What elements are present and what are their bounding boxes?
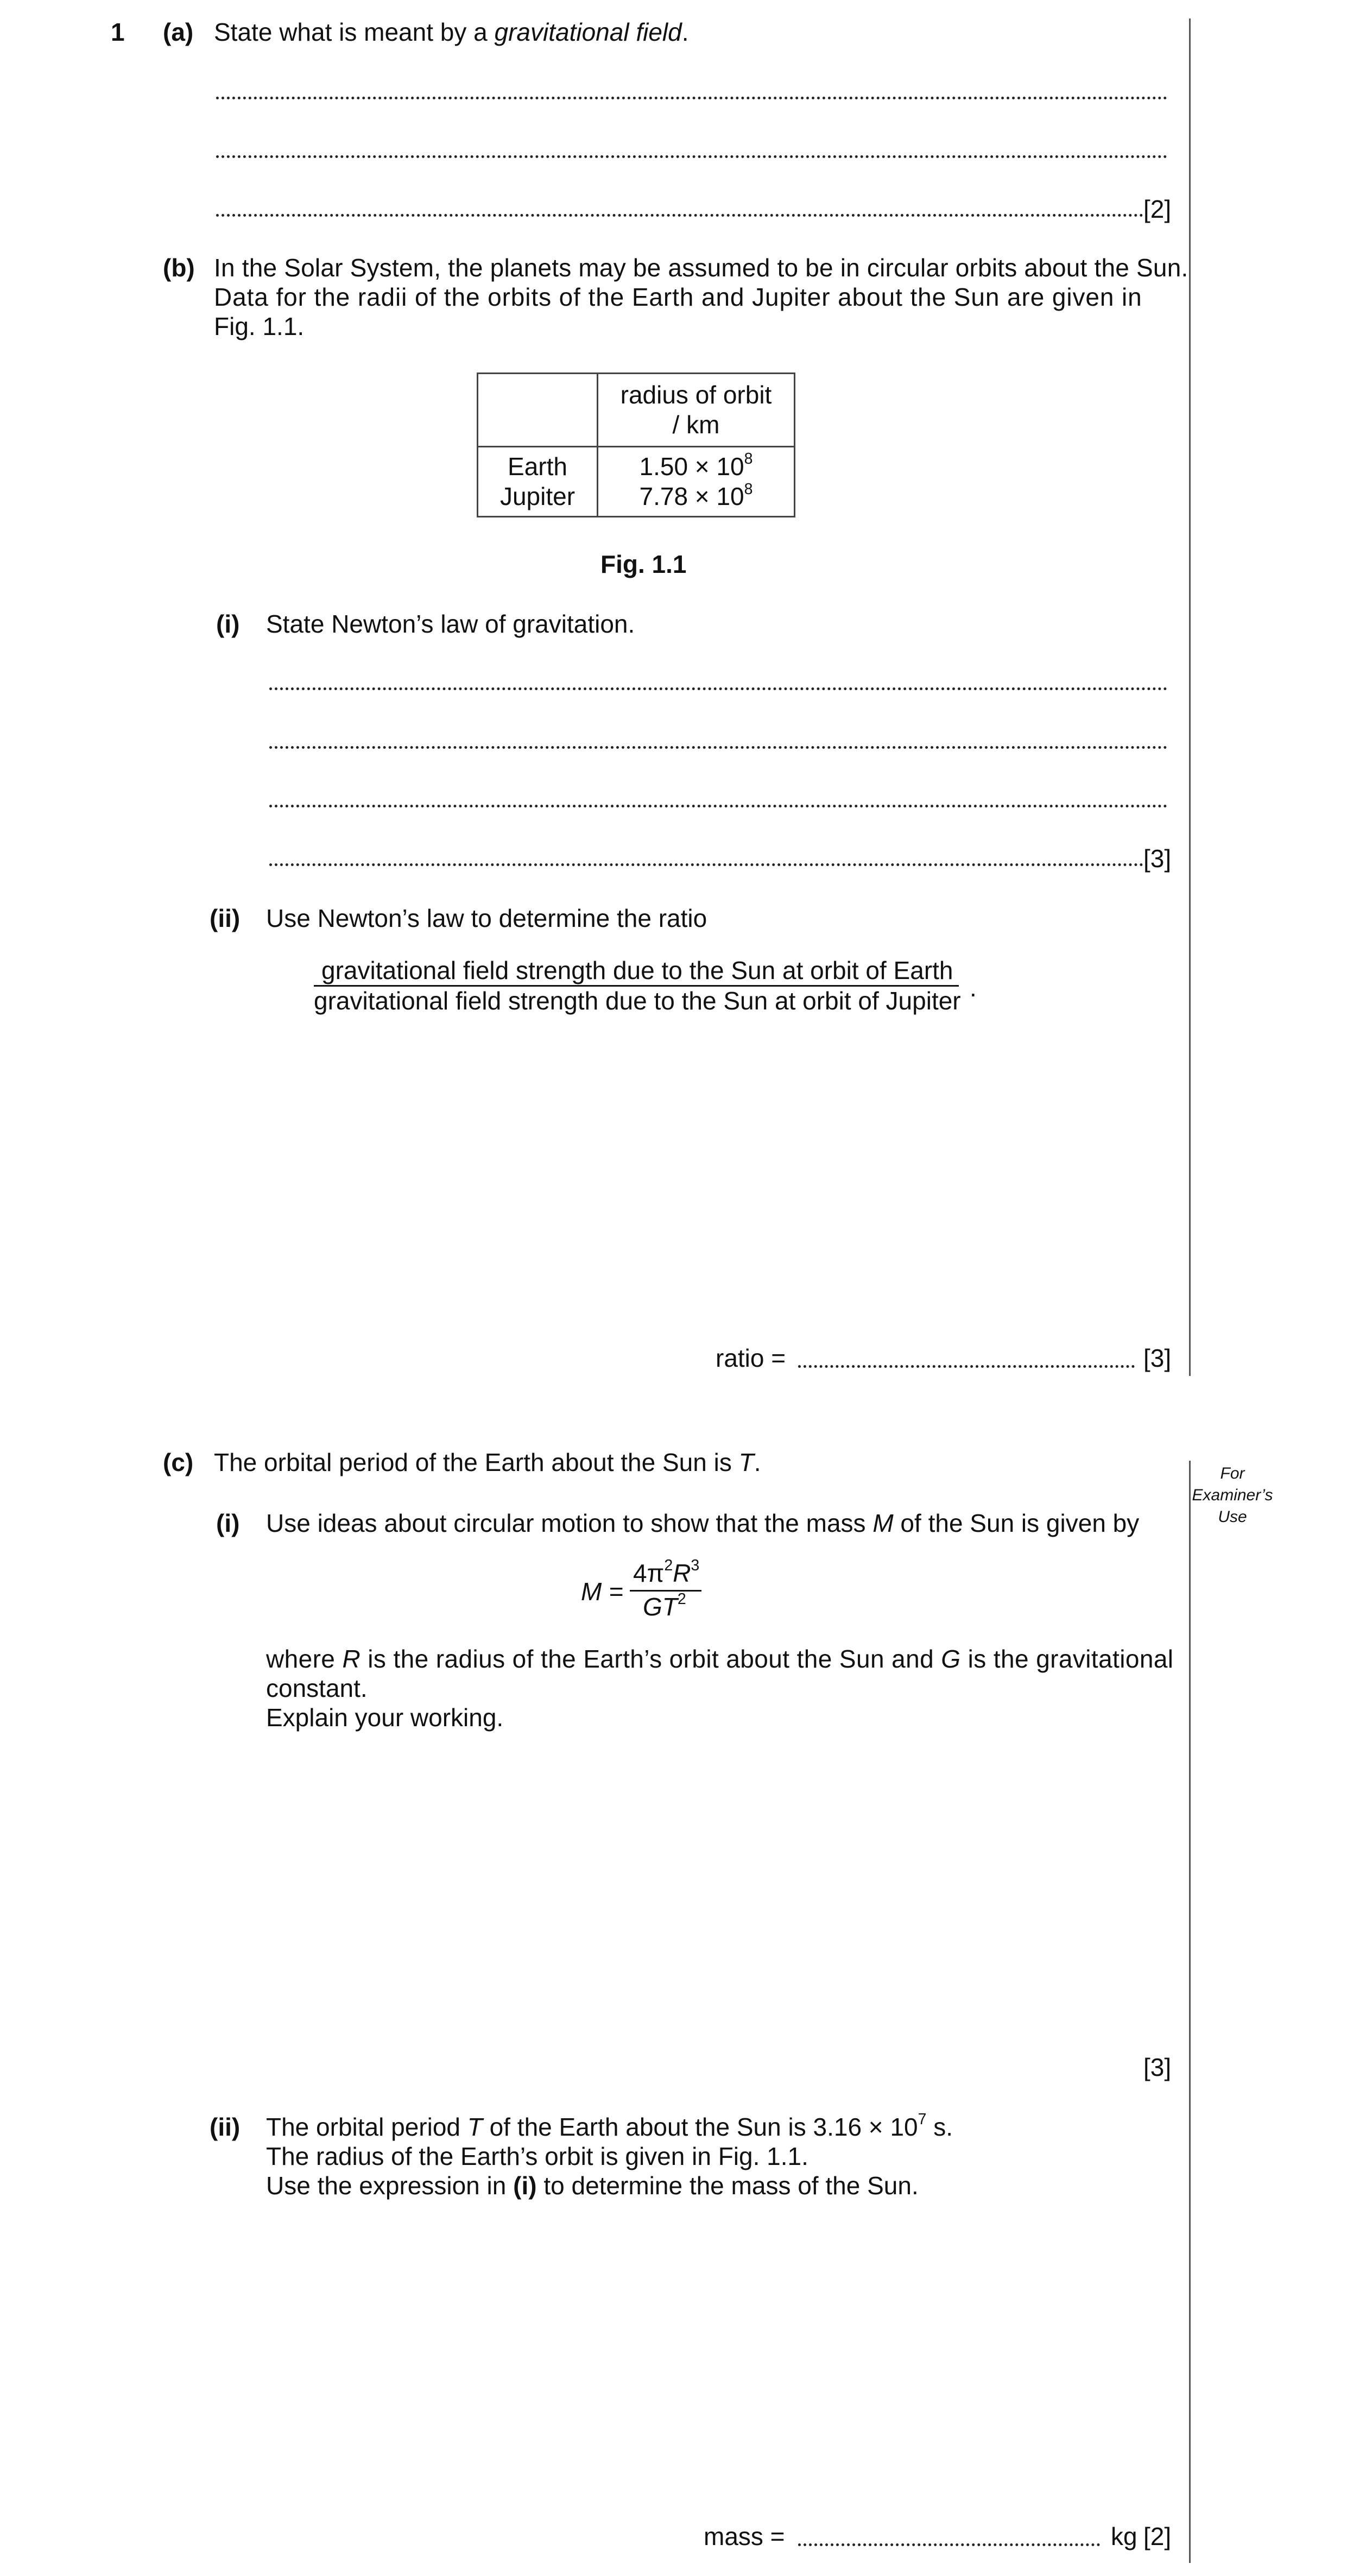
part-c-i-where-line1 (266, 1644, 1173, 1674)
ratio-answer-label: ratio = (716, 1344, 786, 1372)
part-a-label: (a) (163, 18, 194, 46)
c-ii-line1-pre: The orbital period (266, 2113, 467, 2141)
part-a-text-em: gravitational field (494, 18, 682, 46)
part-b-i-answer-line-4[interactable] (269, 863, 1143, 866)
mass-answer-label: mass = (704, 2522, 785, 2550)
part-b-i-mark: [3] (1143, 844, 1172, 873)
part-c-i-text-post: of the Sun is given by (893, 1509, 1140, 1537)
c-ii-line3-bold: (i) (513, 2171, 537, 2200)
fig-1-1-table (477, 372, 795, 517)
formula-lhs: M = (581, 1577, 623, 1606)
part-b-i-answer-line-2[interactable] (269, 746, 1167, 749)
part-c-i-text-pre: Use ideas about circular motion to show that the mass (266, 1509, 873, 1537)
part-c-text-em: T (738, 1448, 754, 1476)
earth-radius-mantissa: 1.50 × 10 (639, 452, 744, 481)
formula-num-exp2: 3 (691, 1557, 700, 1575)
part-c-text-post: . (754, 1448, 761, 1476)
part-a-answer-line-3[interactable] (216, 214, 1143, 217)
ratio-denominator: gravitational field strength due to the Sun at orbit of Jupiter (314, 987, 961, 1015)
formula-den-exp: 2 (677, 1590, 686, 1608)
part-b-i-answer-line-3[interactable] (269, 805, 1167, 807)
part-c-ii-mark: [2] (1143, 2522, 1172, 2550)
formula-num-r: R (673, 1559, 691, 1587)
part-c-ii-label: (ii) (210, 2113, 241, 2141)
part-c-label: (c) (163, 1448, 194, 1476)
part-a-question (214, 17, 688, 47)
part-c-i-explain: Explain your working. (266, 1703, 504, 1732)
ratio-trailing-dot: . (970, 974, 977, 1002)
fig-caption: Fig. 1.1 (600, 550, 687, 578)
table-row-jupiter-name: Jupiter (499, 482, 576, 511)
ratio-answer-field[interactable] (798, 1365, 1135, 1368)
ratio-numerator: gravitational field strength due to the Sun at orbit of Earth (321, 956, 953, 984)
c-ii-line1-post: s. (926, 2113, 953, 2141)
margin-rule-bottom (1189, 1461, 1191, 2563)
mass-answer-field[interactable] (798, 2543, 1100, 2546)
formula-numerator (633, 1558, 699, 1588)
part-c-i-label: (i) (216, 1509, 240, 1537)
part-c-ii-line2: The radius of the Earth’s orbit is given in Fig. 1.1. (266, 2142, 808, 2170)
formula-num-exp1: 2 (664, 1557, 673, 1575)
table-row-earth-value (604, 452, 788, 482)
table-header-line1: radius of orbit (620, 380, 772, 409)
part-b-intro-line3: Fig. 1.1. (214, 312, 305, 340)
part-b-i-answer-line-1[interactable] (269, 687, 1167, 690)
table-row-earth-name: Earth (508, 452, 567, 481)
margin-rule-top (1189, 18, 1191, 1376)
jupiter-radius-mantissa: 7.78 × 10 (639, 482, 744, 511)
formula-num-coef: 4π (633, 1559, 665, 1587)
part-b-intro-line2: Data for the radii of the orbits of the Earth and Jupiter about the Sun are given in (214, 283, 1142, 311)
part-c-ii-line3 (266, 2171, 919, 2201)
earth-radius-exponent: 8 (744, 450, 753, 468)
part-b-i-text: State Newton’s law of gravitation. (266, 610, 635, 638)
c-ii-line3-pre: Use the expression in (266, 2171, 514, 2200)
part-b-label: (b) (163, 254, 195, 282)
table-header-line2: / km (672, 411, 720, 439)
part-b-ii-text: Use Newton’s law to determine the ratio (266, 904, 707, 932)
where-mid: is the radius of the Earth’s orbit about the Sun and (361, 1645, 941, 1673)
part-a-answer-line-2[interactable] (216, 155, 1167, 158)
where-post: is the gravitational (960, 1645, 1174, 1673)
part-c-i-text (266, 1508, 1139, 1538)
formula-fraction-bar (630, 1590, 701, 1592)
formula-denominator (643, 1592, 686, 1622)
c-ii-line1-t: T (467, 2113, 483, 2141)
examiner-note-line2: Examiner’s (1192, 1486, 1273, 1504)
c-ii-line1-mid: of the Earth about the Sun is 3.16 × 10 (482, 2113, 918, 2141)
formula-den-gt: GT (643, 1593, 678, 1621)
table-radius-values (598, 447, 795, 517)
part-a-text-post: . (681, 18, 689, 46)
part-a-mark: [2] (1143, 195, 1172, 223)
examiner-note-line1: For (1220, 1464, 1245, 1482)
jupiter-radius-exponent: 8 (744, 480, 753, 498)
question-number: 1 (111, 18, 125, 46)
part-c-text-pre: The orbital period of the Earth about the Sun is (214, 1448, 739, 1476)
table-corner-cell (478, 374, 598, 447)
table-row-jupiter-value (604, 482, 788, 512)
part-c-i-mark: [3] (1143, 2053, 1172, 2081)
where-r: R (342, 1645, 361, 1673)
table-planet-names (478, 447, 598, 517)
part-b-ii-mark: [3] (1143, 1344, 1172, 1372)
part-a-text-pre: State what is meant by a (214, 18, 495, 46)
where-pre: where (266, 1645, 343, 1673)
part-b-intro-line1: In the Solar System, the planets may be assumed to be in circular orbits about the Sun. (214, 254, 1188, 282)
c-ii-line3-post: to determine the mass of the Sun. (536, 2171, 919, 2200)
where-g: G (941, 1645, 961, 1673)
c-ii-line1-exp: 7 (918, 2111, 927, 2129)
part-b-i-label: (i) (216, 610, 240, 638)
part-c-ii-line1 (266, 2112, 953, 2142)
part-c-text (214, 1448, 761, 1478)
examiner-note-line3: Use (1218, 1508, 1247, 1526)
part-c-i-text-em: M (872, 1509, 894, 1537)
examiner-note (1189, 1463, 1276, 1528)
part-c-i-where-line2: constant. (266, 1674, 368, 1702)
mass-unit: kg (1111, 2522, 1137, 2550)
table-header-radius (598, 374, 795, 447)
part-a-answer-line-1[interactable] (216, 97, 1167, 99)
part-b-ii-label: (ii) (210, 904, 241, 932)
